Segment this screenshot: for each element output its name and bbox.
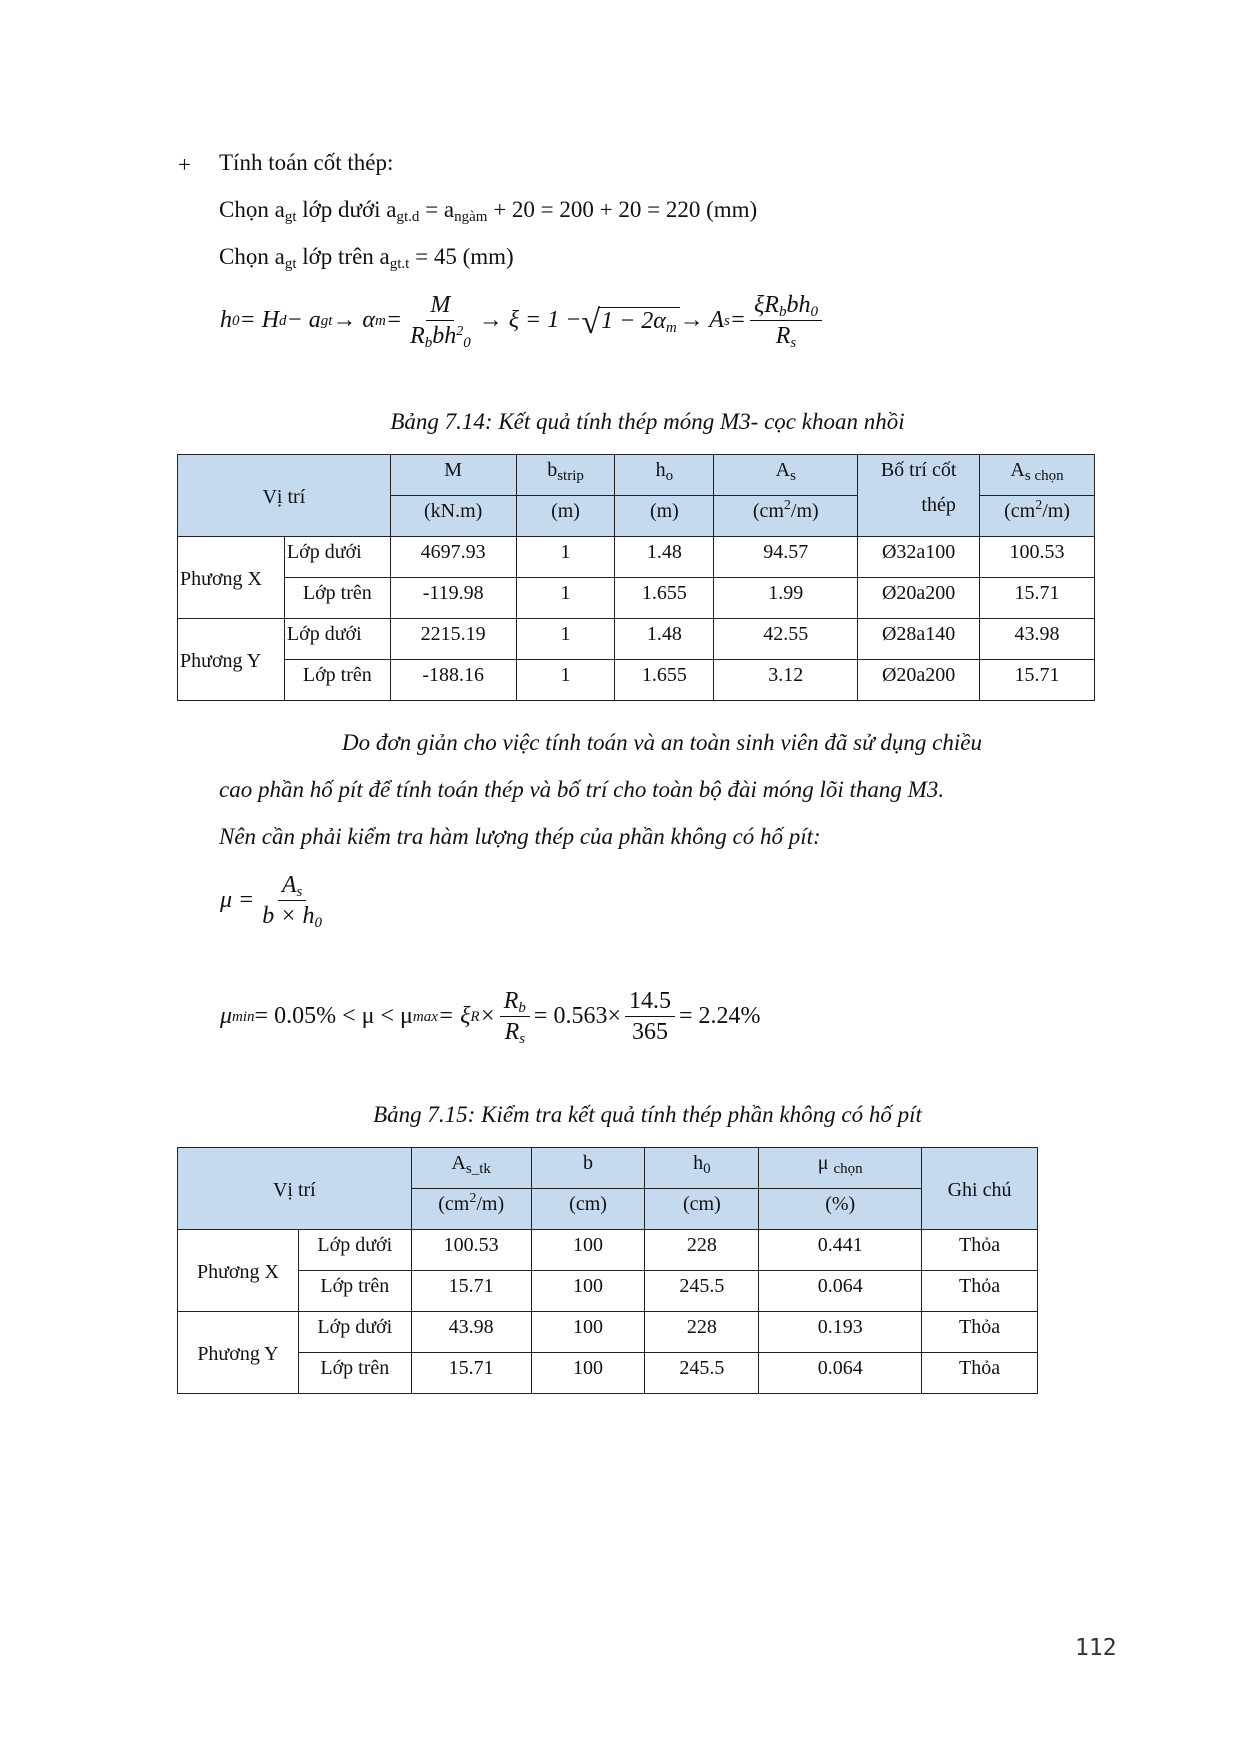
unit-h0: (cm) <box>645 1189 759 1230</box>
b-cell: 100 <box>531 1353 645 1394</box>
agt-top-line: Chọn $a_{gt}$ lớp trên $a_{gt.t} = 45$ (mm) <box>219 244 514 272</box>
layer-cell: Lớp trên <box>284 660 390 701</box>
table-row <box>178 1271 1038 1312</box>
layer-cell: Lớp trên <box>284 578 390 619</box>
m-cell: 2215.19 <box>390 619 516 660</box>
as-fraction: $\frac{\xi R_bbh_0}{R_s}$ <box>750 292 822 350</box>
unit-as: $(cm^2/m)$ <box>714 496 858 537</box>
bo-tri-cell: Ø20a200 <box>858 660 980 701</box>
mu-cell: 0.441 <box>759 1230 922 1271</box>
as-chon-cell: 43.98 <box>980 619 1095 660</box>
bo-tri-cell: Ø32a100 <box>858 537 980 578</box>
header-as-chon: $A_{s chọn}$ <box>980 455 1095 496</box>
agt-bottom-line: Chọn $a_{gt}$ lớp dưới $a_{gt.d} = a_{ngàm} + 20 = 200 + 20 = 220$ (mm) <box>219 197 758 225</box>
table-row <box>178 1230 1038 1271</box>
paragraph-line-2: cao phần hố pít để tính toán thép và bố trí cho toàn bộ đài móng lõi thang M3. <box>219 777 945 802</box>
layer-cell: Lớp dưới <box>298 1230 411 1271</box>
b-cell: 100 <box>531 1230 645 1271</box>
as-chon-cell: 15.71 <box>980 660 1095 701</box>
sqrt-sign: √ <box>581 303 601 341</box>
layer-cell: Lớp trên <box>298 1271 411 1312</box>
mu-cell: 0.193 <box>759 1312 922 1353</box>
as-cell: 3.12 <box>714 660 858 701</box>
steel-result-table <box>177 454 1095 701</box>
h-cell: 1.655 <box>615 660 714 701</box>
unit-b: (m) <box>516 496 615 537</box>
layer-cell: Lớp trên <box>298 1353 411 1394</box>
rb-rs-fraction: $\frac{R_b}{R_s}$ <box>500 988 530 1046</box>
header-mu: μ $_{chọn}$ <box>759 1148 922 1189</box>
header-vitri: Vị trí <box>178 455 391 537</box>
unit-as-chon: $(cm^2/m)$ <box>980 496 1095 537</box>
m-cell: -188.16 <box>390 660 516 701</box>
steel-check-table <box>177 1147 1038 1394</box>
paragraph-line-1: Do đơn giản cho việc tính toán và an toàn sinh viên đã sử dụng chiều <box>342 730 982 755</box>
h-cell: 228 <box>645 1230 759 1271</box>
h-cell: 228 <box>645 1312 759 1353</box>
header-as-tk: $A_{s\_tk}$ <box>411 1148 531 1189</box>
page-number: 112 <box>1075 1635 1117 1661</box>
as-cell: 15.71 <box>411 1271 531 1312</box>
group-name: Phương X <box>178 537 285 619</box>
bo-tri-cell: Ø28a140 <box>858 619 980 660</box>
table-row <box>178 1353 1038 1394</box>
table-row <box>178 537 1095 578</box>
note-cell: Thỏa <box>922 1230 1038 1271</box>
unit-m: (kN.m) <box>390 496 516 537</box>
header-bstrip: $b_{strip}$ <box>516 455 615 496</box>
mu-cell: 0.064 <box>759 1271 922 1312</box>
mu-limits-formula: μ min = 0.05% < μ < μ max = ξ R × $\frac{R_b}{R_s}$ = 0.563× $\frac{14.5}{365}$ = 2.24% <box>220 988 761 1048</box>
m-cell: -119.98 <box>390 578 516 619</box>
header-as: $A_s$ <box>714 455 858 496</box>
layer-cell: Lớp dưới <box>298 1312 411 1353</box>
header-note: Ghi chú <box>922 1148 1038 1230</box>
unit-h: (m) <box>615 496 714 537</box>
unit-b: (cm) <box>531 1189 645 1230</box>
h-cell: 1.48 <box>615 619 714 660</box>
as-cell: 42.55 <box>714 619 858 660</box>
mu-formula: μ = $\frac{A_s}{b \times h_0}$ <box>220 872 330 930</box>
mu-cell: 0.064 <box>759 1353 922 1394</box>
unit-mu: (%) <box>759 1189 922 1230</box>
table1-caption: Bảng 7.14: Kết quả tính thép móng M3- cọc khoan nhồi <box>390 409 905 434</box>
table-row <box>178 660 1095 701</box>
as-cell: 94.57 <box>714 537 858 578</box>
h-cell: 1.655 <box>615 578 714 619</box>
layer-cell: Lớp dưới <box>284 619 390 660</box>
group-name: Phương Y <box>178 1312 299 1394</box>
reinforcement-formula: h 0 = H d − a gt → α m = $\frac{M}{R_bbh^2_0}$ → ξ = 1 − √ $1 - 2\alpha_m$ → A s = $\frac{\xi R_bbh_0}{R_s}$ <box>220 292 826 350</box>
table-row <box>178 1312 1038 1353</box>
group-name: Phương Y <box>178 619 285 701</box>
as-cell: 15.71 <box>411 1353 531 1394</box>
bullet-plus: + <box>178 152 191 177</box>
paragraph-line-3: Nên cần phải kiểm tra hàm lượng thép của phần không có hố pít: <box>219 824 821 849</box>
header-vitri: Vị trí <box>178 1148 412 1230</box>
section-heading: Tính toán cốt thép: <box>219 150 394 175</box>
as-cell: 43.98 <box>411 1312 531 1353</box>
table2-caption: Bảng 7.15: Kiểm tra kết quả tính thép phần không có hố pít <box>373 1102 922 1127</box>
unit-as-tk: $(cm^2/m)$ <box>411 1189 531 1230</box>
m-cell: 4697.93 <box>390 537 516 578</box>
group-name: Phương X <box>178 1230 299 1312</box>
note-cell: Thỏa <box>922 1312 1038 1353</box>
as-chon-cell: 100.53 <box>980 537 1095 578</box>
b-cell: 1 <box>516 619 615 660</box>
as-cell: 100.53 <box>411 1230 531 1271</box>
note-cell: Thỏa <box>922 1271 1038 1312</box>
alpha-fraction: $\frac{M}{R_bbh^2_0}$ <box>410 292 471 352</box>
mu-fraction: $\frac{A_s}{b \times h_0}$ <box>262 872 322 932</box>
as-chon-cell: 15.71 <box>980 578 1095 619</box>
table-row <box>178 578 1095 619</box>
ratio-fraction: $\frac{14.5}{365}$ <box>625 988 675 1046</box>
h-cell: 1.48 <box>615 537 714 578</box>
header-m: M <box>390 455 516 496</box>
bo-tri-cell: Ø20a200 <box>858 578 980 619</box>
header-ho: $h_o$ <box>615 455 714 496</box>
b-cell: 1 <box>516 660 615 701</box>
b-cell: 1 <box>516 537 615 578</box>
table-row <box>178 619 1095 660</box>
header-h0: $h_0$ <box>645 1148 759 1189</box>
header-bo-tri: Bố trí cốt thép <box>858 455 980 537</box>
as-cell: 1.99 <box>714 578 858 619</box>
b-cell: 100 <box>531 1271 645 1312</box>
layer-cell: Lớp dưới <box>284 537 390 578</box>
h-cell: 245.5 <box>645 1271 759 1312</box>
h-cell: 245.5 <box>645 1353 759 1394</box>
b-cell: 1 <box>516 578 615 619</box>
note-cell: Thỏa <box>922 1353 1038 1394</box>
b-cell: 100 <box>531 1312 645 1353</box>
header-b: b <box>531 1148 645 1189</box>
